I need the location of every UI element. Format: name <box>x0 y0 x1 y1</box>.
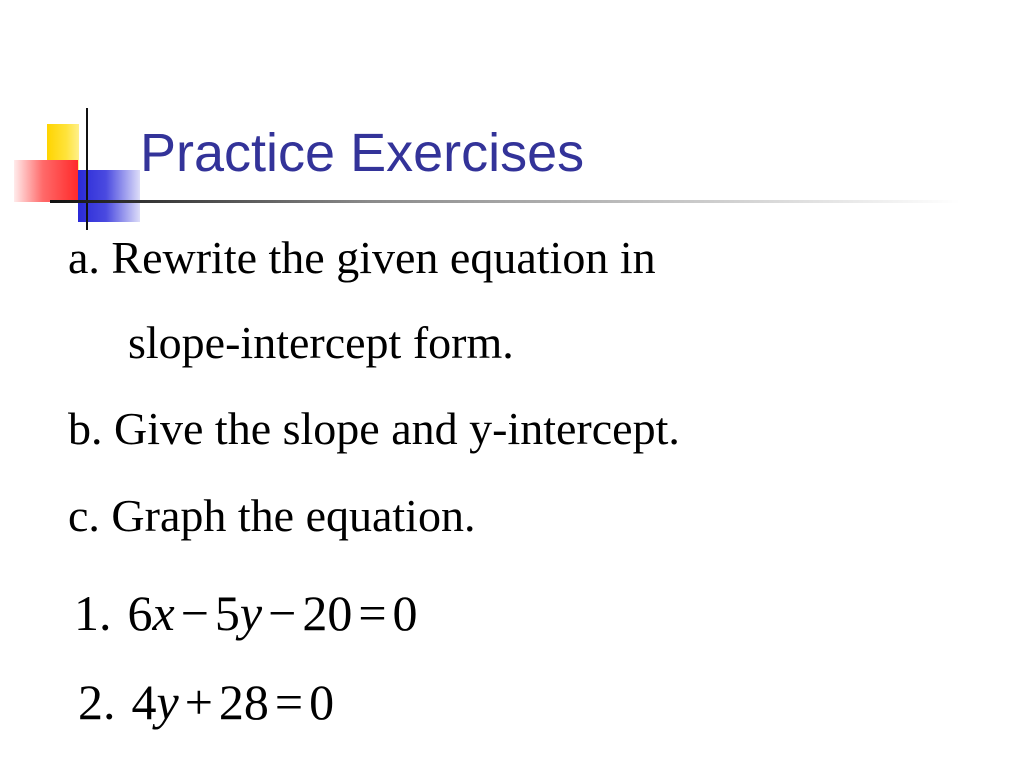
title-underline-rule <box>50 200 960 203</box>
equals-sign: = <box>274 674 304 730</box>
coefficient-y: 5 <box>214 585 240 641</box>
equation-1 <box>74 586 418 641</box>
constant-term: 20 <box>302 585 353 641</box>
instruction-a-line1: a. Rewrite the given equation in <box>68 232 656 283</box>
operator-minus: − <box>180 585 209 641</box>
red-square-decoration <box>14 160 78 202</box>
instruction-a-line2: slope-intercept form. <box>128 317 514 368</box>
slide-title: Practice Exercises <box>140 123 585 183</box>
variable-y: y <box>239 585 263 641</box>
right-hand-side: 0 <box>309 674 335 730</box>
constant-term: 28 <box>218 674 269 730</box>
coefficient-y: 4 <box>131 674 157 730</box>
vertical-rule-decoration <box>86 108 88 230</box>
equation-number: 1. <box>74 585 112 641</box>
equation-2 <box>78 675 334 730</box>
equation-number: 2. <box>78 674 116 730</box>
coefficient-x: 6 <box>127 585 153 641</box>
right-hand-side: 0 <box>392 585 418 641</box>
title-ornament <box>0 0 160 240</box>
variable-y: y <box>156 674 179 730</box>
operator-plus: + <box>184 674 213 730</box>
operator-minus: − <box>268 585 297 641</box>
instruction-b: b. Give the slope and y-intercept. <box>68 403 680 454</box>
instruction-c: c. Graph the equation. <box>68 490 476 541</box>
equals-sign: = <box>358 585 387 641</box>
variable-x: x <box>152 585 175 641</box>
